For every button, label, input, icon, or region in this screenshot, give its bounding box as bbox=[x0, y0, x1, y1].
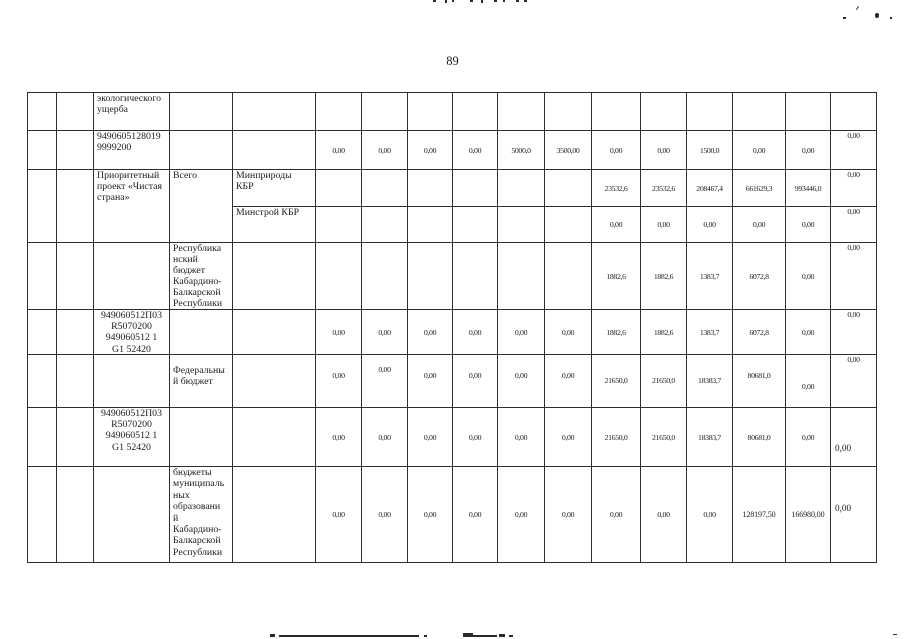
budget-table bbox=[27, 92, 877, 563]
empty-cell bbox=[57, 310, 94, 355]
value-cell: 0,00 bbox=[545, 408, 592, 467]
scan-mark bbox=[481, 0, 483, 3]
empty-cell bbox=[545, 207, 592, 243]
empty-cell bbox=[498, 170, 545, 207]
value-cell: 0,00 bbox=[831, 408, 877, 467]
value-cell: 0,00 bbox=[786, 408, 831, 467]
value-cell: 0,00 bbox=[498, 408, 545, 467]
value-cell: 0,00 bbox=[786, 310, 831, 355]
value-cell: 0,00 bbox=[408, 310, 453, 355]
value-cell: 1500,0 bbox=[687, 131, 733, 170]
scan-mark bbox=[279, 635, 419, 637]
scan-mark bbox=[503, 0, 505, 2]
value-cell: 0,00 bbox=[687, 207, 733, 243]
value-cell: 21650,0 bbox=[641, 408, 687, 467]
scan-mark bbox=[494, 0, 497, 2]
value-cell: 1882,6 bbox=[592, 310, 641, 355]
value-cell: 0,00 bbox=[786, 207, 831, 243]
empty-cell bbox=[453, 207, 498, 243]
empty-cell bbox=[362, 207, 408, 243]
empty-cell bbox=[545, 243, 592, 310]
value-cell: 0,00 bbox=[453, 467, 498, 563]
empty-cell bbox=[545, 170, 592, 207]
value-cell: 0,00 bbox=[831, 243, 877, 310]
empty-cell bbox=[28, 131, 57, 170]
scan-mark bbox=[516, 0, 519, 2]
value-cell: 0,00 bbox=[831, 467, 877, 563]
empty-cell bbox=[362, 170, 408, 207]
value-cell: 0,00 bbox=[498, 467, 545, 563]
value-cell: 0,00 bbox=[831, 355, 877, 408]
value-cell: 0,00 bbox=[316, 467, 362, 563]
value-cell: 0,00 bbox=[362, 408, 408, 467]
value-cell: 0,00 bbox=[592, 207, 641, 243]
value-cell: 128197,50 bbox=[733, 467, 786, 563]
empty-cell bbox=[57, 243, 94, 310]
empty-cell bbox=[28, 355, 57, 408]
value-cell: 0,00 bbox=[316, 355, 362, 408]
empty-cell bbox=[170, 93, 233, 131]
empty-cell bbox=[453, 93, 498, 131]
value-cell: 0,00 bbox=[687, 467, 733, 563]
scan-mark bbox=[445, 0, 447, 3]
empty-cell bbox=[498, 243, 545, 310]
value-cell: 3500,00 bbox=[545, 131, 592, 170]
scan-mark bbox=[424, 635, 427, 637]
value-cell: 0,00 bbox=[408, 131, 453, 170]
value-cell: 0,00 bbox=[362, 310, 408, 355]
value-cell: 661629,3 bbox=[733, 170, 786, 207]
empty-cell bbox=[453, 170, 498, 207]
empty-cell bbox=[57, 467, 94, 563]
empty-cell bbox=[57, 355, 94, 408]
value-cell: 0,00 bbox=[592, 467, 641, 563]
code-cell: 9490605128019 9999200 bbox=[94, 131, 170, 170]
empty-cell bbox=[453, 243, 498, 310]
empty-cell bbox=[28, 170, 57, 243]
value-cell: 0,00 bbox=[316, 408, 362, 467]
empty-cell bbox=[57, 408, 94, 467]
scope-cell: Всего bbox=[170, 170, 233, 243]
value-cell: 0,00 bbox=[362, 355, 408, 408]
value-cell: 0,00 bbox=[453, 310, 498, 355]
agency-cell: Минприроды КБР bbox=[233, 170, 316, 207]
empty-cell bbox=[233, 93, 316, 131]
scan-speck bbox=[843, 17, 846, 19]
value-cell: 0,00 bbox=[316, 310, 362, 355]
empty-cell bbox=[94, 355, 170, 408]
value-cell: 0,00 bbox=[786, 243, 831, 310]
empty-cell bbox=[408, 207, 453, 243]
value-cell: 1882,6 bbox=[641, 310, 687, 355]
scan-speck bbox=[856, 6, 859, 10]
value-cell: 166980,00 bbox=[786, 467, 831, 563]
empty-cell bbox=[641, 93, 687, 131]
empty-cell bbox=[94, 467, 170, 563]
empty-cell bbox=[316, 243, 362, 310]
empty-cell bbox=[233, 243, 316, 310]
value-cell: 80681,0 bbox=[733, 355, 786, 408]
value-cell: 18383,7 bbox=[687, 355, 733, 408]
value-cell: 0,00 bbox=[545, 467, 592, 563]
empty-cell bbox=[233, 310, 316, 355]
empty-cell bbox=[94, 243, 170, 310]
scan-speck bbox=[890, 17, 892, 19]
value-cell: 0,00 bbox=[786, 131, 831, 170]
value-cell: 23532,6 bbox=[641, 170, 687, 207]
empty-cell bbox=[28, 467, 57, 563]
empty-cell bbox=[170, 310, 233, 355]
scan-mark bbox=[452, 0, 454, 2]
agency-cell: Минстрой КБР bbox=[233, 207, 316, 243]
value-cell: 0,00 bbox=[453, 355, 498, 408]
value-cell: 0,00 bbox=[641, 207, 687, 243]
value-cell: 0,00 bbox=[831, 310, 877, 355]
item-name-cell: экологического ущерба bbox=[94, 93, 170, 131]
value-cell: 6072,8 bbox=[733, 243, 786, 310]
value-cell: 0,00 bbox=[453, 131, 498, 170]
value-cell: 0,00 bbox=[362, 131, 408, 170]
value-cell: 1882,6 bbox=[592, 243, 641, 310]
value-cell: 18383,7 bbox=[687, 408, 733, 467]
value-cell: 21650,0 bbox=[641, 355, 687, 408]
scan-mark bbox=[499, 634, 505, 637]
empty-cell bbox=[786, 93, 831, 131]
empty-cell bbox=[57, 131, 94, 170]
value-cell: 0,00 bbox=[408, 355, 453, 408]
value-cell: 993446,0 bbox=[786, 170, 831, 207]
value-cell: 5000,0 bbox=[498, 131, 545, 170]
value-cell: 0,00 bbox=[498, 310, 545, 355]
empty-cell bbox=[28, 93, 57, 131]
value-cell: 0,00 bbox=[545, 310, 592, 355]
value-cell: 6072,8 bbox=[733, 310, 786, 355]
value-cell: 0,00 bbox=[498, 355, 545, 408]
value-cell: 21650,0 bbox=[592, 408, 641, 467]
empty-cell bbox=[687, 93, 733, 131]
value-cell: 0,00 bbox=[316, 131, 362, 170]
empty-cell bbox=[316, 207, 362, 243]
value-cell: 21650,0 bbox=[592, 355, 641, 408]
empty-cell bbox=[233, 408, 316, 467]
scan-mark bbox=[470, 0, 473, 2]
value-cell: 0,00 bbox=[592, 131, 641, 170]
empty-cell bbox=[316, 93, 362, 131]
funding-source-cell: бюджеты муниципаль ных образовани й Кабардино- Балкарской Республики bbox=[170, 467, 233, 563]
scan-mark bbox=[270, 634, 275, 637]
scan-mark bbox=[463, 633, 473, 637]
empty-cell bbox=[316, 170, 362, 207]
value-cell: 208467,4 bbox=[687, 170, 733, 207]
value-cell: 0,00 bbox=[831, 207, 877, 243]
empty-cell bbox=[233, 355, 316, 408]
empty-cell bbox=[233, 131, 316, 170]
empty-cell bbox=[233, 467, 316, 563]
value-cell: 0,00 bbox=[362, 467, 408, 563]
value-cell: 0,00 bbox=[831, 131, 877, 170]
empty-cell bbox=[28, 243, 57, 310]
empty-cell bbox=[57, 93, 94, 131]
empty-cell bbox=[498, 93, 545, 131]
empty-cell bbox=[28, 310, 57, 355]
empty-cell bbox=[408, 93, 453, 131]
value-cell: 0,00 bbox=[453, 408, 498, 467]
value-cell: 1383,7 bbox=[687, 243, 733, 310]
value-cell: 0,00 bbox=[786, 355, 831, 408]
scan-mark bbox=[509, 635, 513, 637]
value-cell: 1882,6 bbox=[641, 243, 687, 310]
scan-mark bbox=[473, 635, 497, 637]
value-cell: 0,00 bbox=[733, 207, 786, 243]
value-cell: 0,00 bbox=[733, 131, 786, 170]
value-cell: 0,00 bbox=[641, 131, 687, 170]
scan-mark bbox=[524, 0, 527, 2]
code-cell: 949060512П03 R5070200 949060512 1 G1 52420 bbox=[94, 310, 170, 355]
empty-cell bbox=[170, 408, 233, 467]
value-cell: 1383,7 bbox=[687, 310, 733, 355]
empty-cell bbox=[408, 243, 453, 310]
empty-cell bbox=[408, 170, 453, 207]
value-cell: 0,00 bbox=[408, 467, 453, 563]
scan-mark bbox=[433, 0, 436, 2]
value-cell: 0,00 bbox=[831, 170, 877, 207]
empty-cell bbox=[733, 93, 786, 131]
funding-source-cell: Республика нский бюджет Кабардино- Балкарской Республики bbox=[170, 243, 233, 310]
value-cell: 0,00 bbox=[545, 355, 592, 408]
empty-cell bbox=[545, 93, 592, 131]
code-cell: 949060512П03 R5070200 949060512 1 G1 52420 bbox=[94, 408, 170, 467]
item-name-cell: Приоритетный проект «Чистая страна» bbox=[94, 170, 170, 243]
scan-speck bbox=[875, 13, 879, 18]
funding-source-cell: Федеральны й бюджет bbox=[170, 355, 233, 408]
value-cell: 0,00 bbox=[641, 467, 687, 563]
value-cell: 23532,6 bbox=[592, 170, 641, 207]
value-cell: 80681,0 bbox=[733, 408, 786, 467]
page-number: 89 bbox=[446, 54, 459, 68]
empty-cell bbox=[592, 93, 641, 131]
empty-cell bbox=[831, 93, 877, 131]
empty-cell bbox=[170, 131, 233, 170]
empty-cell bbox=[498, 207, 545, 243]
empty-cell bbox=[57, 170, 94, 243]
value-cell: 0,00 bbox=[408, 408, 453, 467]
empty-cell bbox=[362, 243, 408, 310]
scan-mark bbox=[893, 634, 897, 635]
empty-cell bbox=[362, 93, 408, 131]
empty-cell bbox=[28, 408, 57, 467]
